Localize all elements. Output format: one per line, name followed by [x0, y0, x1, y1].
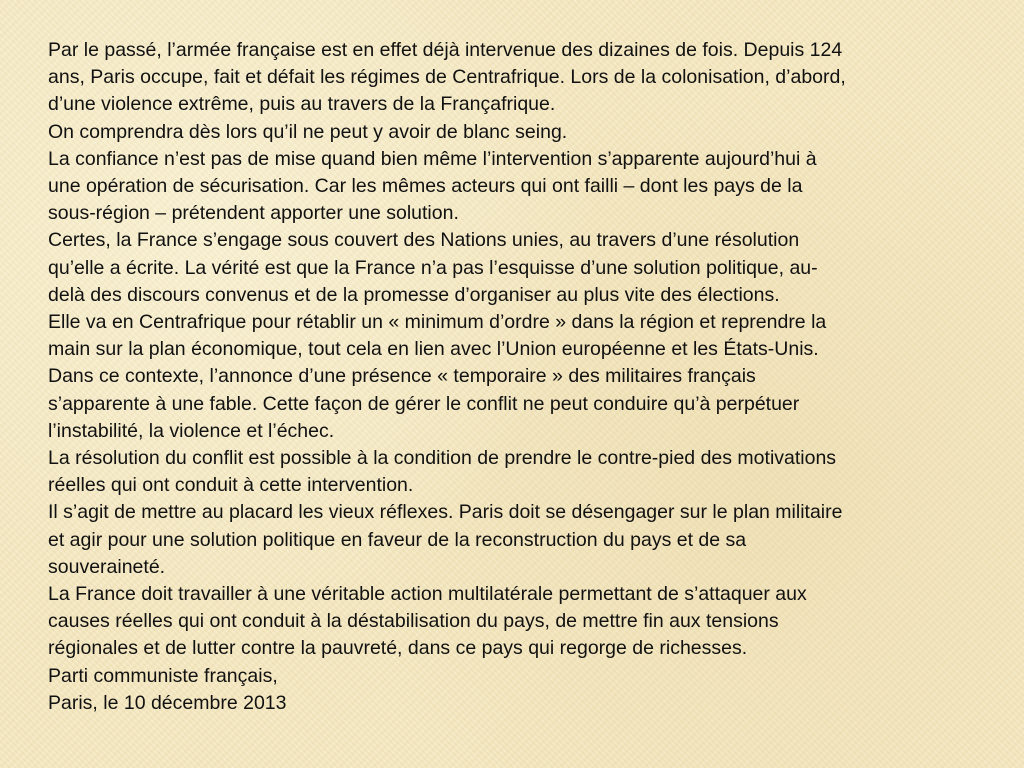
text-line: sous-région – prétendent apporter une solution.: [48, 202, 459, 225]
text-line: Dans ce contexte, l’annonce d’une présence « temporaire » des militaires français: [48, 365, 756, 388]
text-line: ans, Paris occupe, fait et défait les régimes de Centrafrique. Lors de la colonisation, d’abord,: [48, 66, 846, 89]
text-line: réelles qui ont conduit à cette intervention.: [48, 474, 414, 497]
text-line: La France doit travailler à une véritable action multilatérale permettant de s’attaquer aux: [48, 583, 807, 606]
statement-text: [48, 37, 988, 717]
text-line: régionales et de lutter contre la pauvreté, dans ce pays qui regorge de richesses.: [48, 637, 748, 660]
text-line: delà des discours convenus et de la promesse d’organiser au plus vite des élections.: [48, 283, 780, 306]
text-line: On comprendra dès lors qu’il ne peut y avoir de blanc seing.: [48, 120, 568, 143]
text-line: Elle va en Centrafrique pour rétablir un « minimum d’ordre » dans la région et reprendre la: [48, 311, 827, 334]
text-line: main sur la plan économique, tout cela en lien avec l’Union européenne et les États-Unis.: [48, 338, 819, 361]
text-line: La confiance n’est pas de mise quand bien même l’intervention s’apparente aujourd’hui à: [48, 147, 817, 170]
text-line: causes réelles qui ont conduit à la déstabilisation du pays, de mettre fin aux tensions: [48, 610, 779, 633]
text-line: souveraineté.: [48, 555, 166, 578]
text-line: Certes, la France s’engage sous couvert des Nations unies, au travers d’une résolution: [48, 229, 800, 252]
signature-line: Parti communiste français,: [48, 664, 278, 687]
text-line: Par le passé, l’armée française est en effet déjà intervenue des dizaines de fois. Depuis 124: [48, 39, 843, 61]
text-line: d’une violence extrême, puis au travers de la Françafrique.: [48, 93, 556, 116]
text-line: l’instabilité, la violence et l’échec.: [48, 419, 335, 442]
text-line: s’apparente à une fable. Cette façon de gérer le conflit ne peut conduire qu’à perpétuer: [48, 392, 800, 415]
date-line: Paris, le 10 décembre 2013: [48, 691, 287, 714]
text-line: Il s’agit de mettre au placard les vieux réflexes. Paris doit se désengager sur le plan militaire: [48, 501, 843, 524]
text-line: une opération de sécurisation. Car les mêmes acteurs qui ont failli – dont les pays de la: [48, 175, 803, 198]
text-line: et agir pour une solution politique en faveur de la reconstruction du pays et de sa: [48, 528, 747, 551]
text-line: qu’elle a écrite. La vérité est que la France n’a pas l’esquisse d’une solution politique, au-: [48, 256, 818, 279]
text-line: La résolution du conflit est possible à la condition de prendre le contre-pied des motivations: [48, 447, 837, 470]
